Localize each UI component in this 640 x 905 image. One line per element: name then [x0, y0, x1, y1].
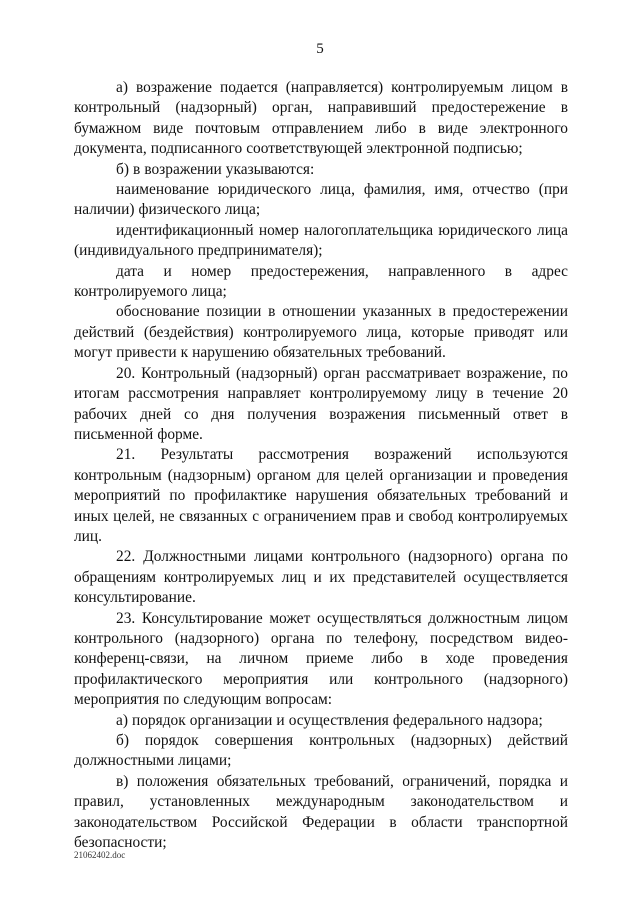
paragraph-clause-23: 23. Консультирование может осуществляться должностным лицом контрольного (надзорного) органа по телефону, посредством видео-конференц-связи, на личном приеме либо в ходе проведения профилактического мероприятия или контрольного (надзорного) мероприятия по следующим вопросам: [74, 609, 568, 709]
paragraph-objection-contents: б) в возражении указываются: [116, 160, 315, 178]
paragraph-taxpayer-id: идентификационный номер налогоплательщика юридического лица (индивидуального предпринимателя); [74, 221, 568, 260]
paragraph-consult-topic-a: а) порядок организации и осуществления федерального надзора; [116, 711, 543, 729]
paragraph-objection-submission: а) возражение подается (направляется) контролируемым лицом в контрольный (надзорный) орган, направивший предостережение в бумажном виде почтовым отправлением либо в виде электронного документа, подписанного соответствующей электронной подписью; [74, 79, 568, 158]
paragraph-position-justification: обоснование позиции в отношении указанных в предостережении действий (бездействия) контролируемого лица, которые приводят или могут привести к нарушению обязательных требований. [74, 303, 568, 362]
paragraph-clause-22: 22. Должностными лицами контрольного (надзорного) органа по обращениям контролируемых лиц и их представителей осуществляется консультирование. [74, 548, 568, 607]
file-name: 21062402.doc [74, 850, 126, 860]
document-body [74, 78, 568, 853]
paragraph-consult-topic-b: б) порядок совершения контрольных (надзорных) действий должностными лицами; [74, 732, 568, 770]
paragraph-clause-20: 20. Контрольный (надзорный) орган рассматривает возражение, по итогам рассмотрения направляет контролируемому лицу в течение 20 рабочих дней со дня получения возражения письменный ответ в письменной форме. [74, 364, 568, 443]
paragraph-warning-date-number: дата и номер предостережения, направленного в адрес контролируемого лица; [74, 262, 568, 301]
paragraph-clause-21: 21. Результаты рассмотрения возражений используются контрольным (надзорным) органом для целей организации и проведения мероприятий по профилактике нарушения обязательных требований и иных целей, не связанных с ограничением прав и свобод контролируемых лиц. [74, 446, 568, 545]
page-number: 5 [316, 41, 324, 57]
paragraph-entity-name: наименование юридического лица, фамилия, имя, отчество (при наличии) физического лица; [74, 181, 568, 219]
paragraph-consult-topic-c: в) положения обязательных требований, ограничений, порядка и правил, установленных международным законодательством и законодательством Российской Федерации в области транспортной безопасности; [74, 772, 568, 852]
